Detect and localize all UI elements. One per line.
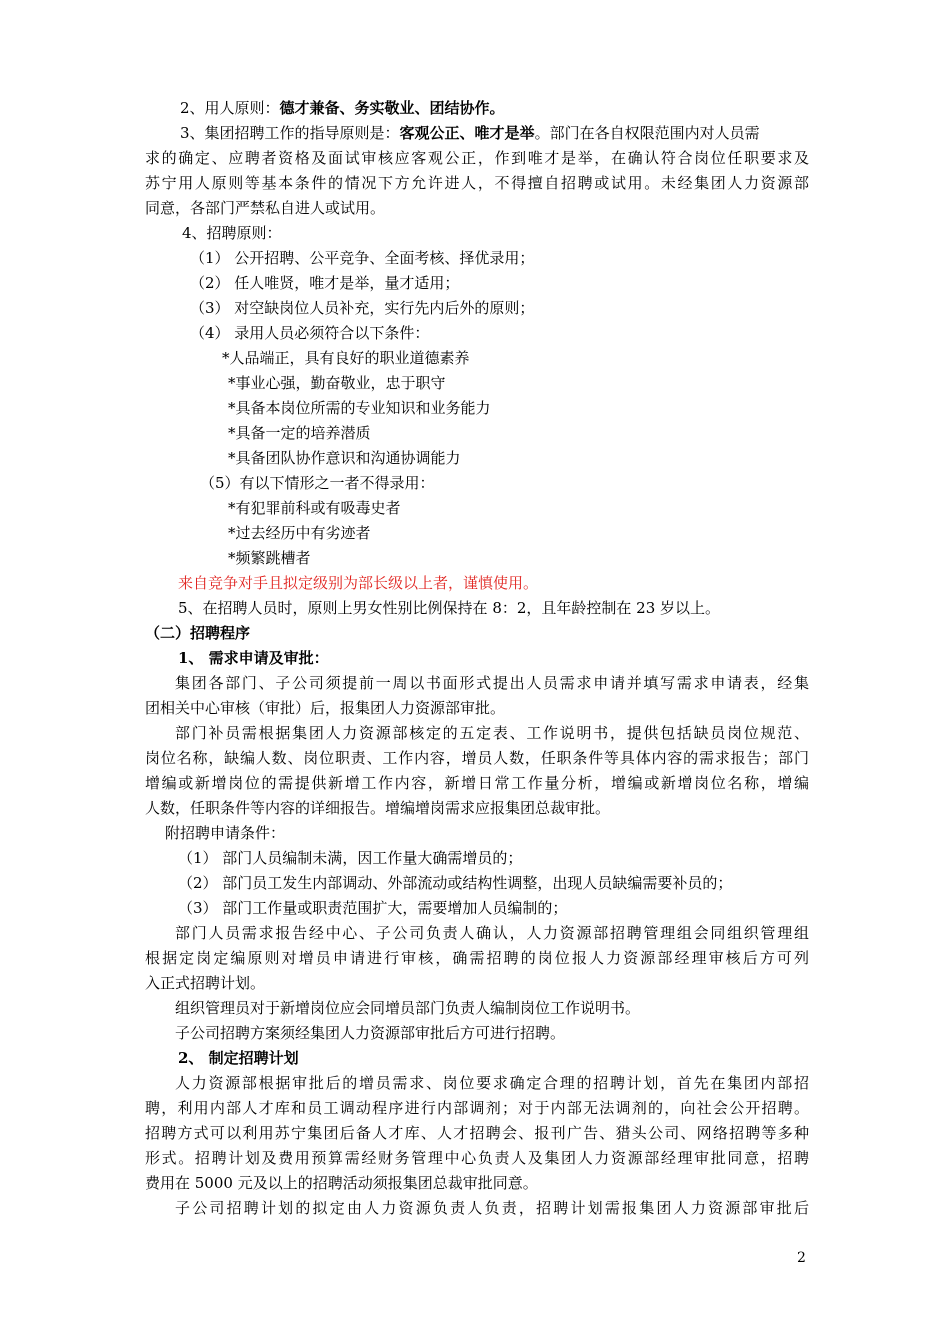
paragraph-line: 部门人员需求报告经中心、子公司负责人确认，人力资源部招聘管理组会同组织管理组: [175, 924, 809, 942]
list-item: （3） 部门工作量或职责范围扩大，需要增加人员编制的；: [178, 899, 568, 917]
principle-3: [145, 123, 844, 143]
bullet-item: *事业心强，勤奋敬业，忠于职守: [228, 374, 446, 392]
list-item: （1） 部门人员编制未满，因工作量大确需增员的；: [178, 849, 523, 867]
bullet-item: *人品端正，具有良好的职业道德素养: [222, 349, 470, 367]
list-item: （2） 任人唯贤，唯才是举，量才适用；: [190, 274, 460, 292]
list-item: （3） 对空缺岗位人员补充，实行先内后外的原则；: [190, 299, 535, 317]
paragraph-line: 人力资源部根据审批后的增员需求、岗位要求确定合理的招聘计划，首先在集团内部招: [175, 1074, 809, 1092]
principle-2: [145, 98, 844, 118]
subsection-heading: 2、 制定招聘计划: [178, 1049, 299, 1067]
principle-2-label: 2、用人原则：: [180, 99, 280, 117]
list-item: （4） 录用人员必须符合以下条件：: [190, 324, 430, 342]
bullet-item: *具备团队协作意识和沟通协调能力: [228, 449, 461, 467]
attachment-heading: 附招聘申请条件：: [165, 824, 286, 842]
principle-4-heading: 4、招聘原则：: [182, 224, 282, 242]
bullet-item: *过去经历中有劣迹者: [228, 524, 371, 542]
paragraph-line: 聘，利用内部人才库和员工调动程序进行内部调剂；对于内部无法调剂的，向社会公开招聘。: [145, 1099, 809, 1117]
section-heading: （二）招聘程序: [145, 624, 251, 642]
principle-2-emphasis: 德才兼备、务实敬业、团结协作。: [279, 99, 505, 117]
paragraph-line: 组织管理员对于新增岗位应会同增员部门负责人编制岗位工作说明书。: [175, 999, 641, 1017]
paragraph-line: 根据定岗定编原则对增员申请进行审核，确需招聘的岗位报人力资源部经理审核后方可列: [145, 949, 809, 967]
paragraph-line: 部门补员需根据集团人力资源部核定的五定表、工作说明书，提供包括缺员岗位规范、: [175, 724, 809, 742]
paragraph-line: 费用在 5000 元及以上的招聘活动须报集团总裁审批同意。: [145, 1174, 538, 1192]
paragraph-line: 集团各部门、子公司须提前一周以书面形式提出人员需求申请并填写需求申请表，经集: [175, 674, 809, 692]
paragraph-line: 增编或新增岗位的需提供新增工作内容，新增日常工作量分析，增编或新增岗位名称，增编: [145, 774, 809, 792]
warning-note: 来自竞争对手且拟定级别为部长级以上者，谨慎使用。: [178, 574, 539, 592]
paragraph-line: 苏宁用人原则等基本条件的情况下方允许进人，不得擅自招聘或试用。未经集团人力资源部: [145, 174, 809, 192]
principle-3-label: 3、集团招聘工作的指导原则是：: [180, 124, 400, 142]
paragraph-line: 团相关中心审核（审批）后，报集团人力资源部审批。: [145, 699, 506, 717]
principle-5: 5、在招聘人员时，原则上男女性别比例保持在 8：2，且年龄控制在 23 岁以上。: [178, 599, 721, 617]
page-number: 2: [797, 1250, 806, 1266]
bullet-item: *有犯罪前科或有吸毒史者: [228, 499, 401, 517]
paragraph-line: 人数，任职条件等内容的详细报告。增编增岗需求应报集团总裁审批。: [145, 799, 611, 817]
paragraph-line: 子公司招聘计划的拟定由人力资源负责人负责，招聘计划需报集团人力资源部审批后: [175, 1199, 809, 1217]
principle-3-tail: 。部门在各自权限范围内对人员需: [534, 124, 760, 142]
principle-3-emphasis: 客观公正、唯才是举: [399, 124, 535, 142]
bullet-item: *频繁跳槽者: [228, 549, 311, 567]
paragraph-line: 子公司招聘方案须经集团人力资源部审批后方可进行招聘。: [175, 1024, 566, 1042]
list-item: （2） 部门员工发生内部调动、外部流动或结构性调整，出现人员缺编需要补员的；: [178, 874, 733, 892]
list-item: （5）有以下情形之一者不得录用：: [200, 474, 435, 492]
paragraph-line: 岗位名称，缺编人数、岗位职责、工作内容，增员人数，任职条件等具体内容的需求报告；部门: [145, 749, 809, 767]
paragraph-line: 同意，各部门严禁私自进人或试用。: [145, 199, 386, 217]
bullet-item: *具备一定的培养潜质: [228, 424, 371, 442]
paragraph-line: 形式。招聘计划及费用预算需经财务管理中心负责人及集团人力资源部经理审批同意，招聘: [145, 1149, 809, 1167]
list-item: （1） 公开招聘、公平竞争、全面考核、择优录用；: [190, 249, 535, 267]
paragraph-line: 入正式招聘计划。: [145, 974, 266, 992]
paragraph-line: 求的确定、应聘者资格及面试审核应客观公正，作到唯才是举，在确认符合岗位任职要求及: [145, 149, 809, 167]
bullet-item: *具备本岗位所需的专业知识和业务能力: [228, 399, 491, 417]
subsection-heading: 1、 需求申请及审批：: [178, 649, 329, 667]
paragraph-line: 招聘方式可以利用苏宁集团后备人才库、人才招聘会、报刊广告、猎头公司、网络招聘等多种: [145, 1124, 809, 1142]
